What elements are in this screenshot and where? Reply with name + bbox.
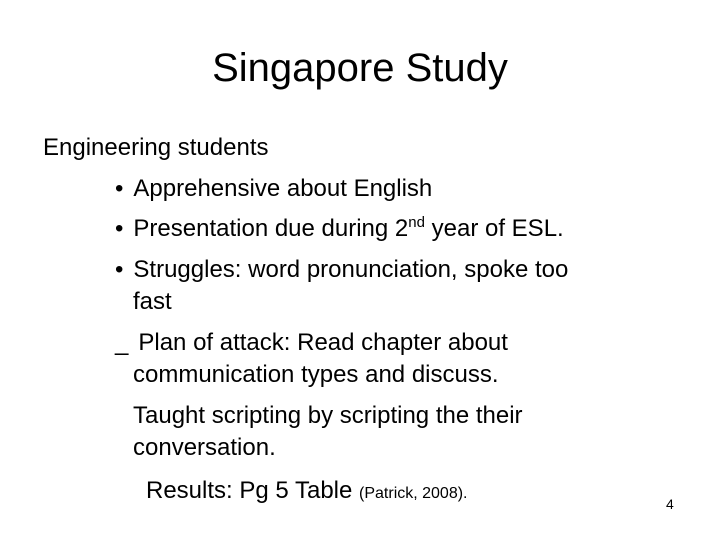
- slide-number: 4: [666, 496, 674, 512]
- scripting-text: Taught scripting by scripting the their: [133, 402, 523, 429]
- citation: (Patrick, 2008).: [359, 485, 468, 502]
- slide-title: Singapore Study: [212, 46, 508, 90]
- bullet-item: [115, 175, 432, 203]
- results-line: [146, 477, 468, 508]
- bullet-text-continued: year of ESL.: [424, 215, 564, 242]
- scripting-text-wrapped: conversation.: [133, 434, 276, 461]
- dash-marker: _: [115, 329, 129, 356]
- bullet-marker: •: [115, 215, 124, 242]
- bullet-text-wrapped: fast: [133, 288, 172, 315]
- plan-line: [115, 329, 508, 357]
- plan-text-wrapped: communication types and discuss.: [133, 361, 499, 388]
- section-heading: Engineering students: [43, 134, 269, 161]
- ordinal-superscript: nd: [408, 214, 425, 231]
- results-text: Results: Pg 5 Table: [146, 477, 360, 504]
- bullet-marker: •: [115, 175, 124, 202]
- bullet-item: [115, 256, 568, 284]
- bullet-text: Apprehensive about English: [133, 175, 433, 202]
- plan-text: Plan of attack: Read chapter about: [138, 329, 508, 356]
- bullet-text: Presentation due during 2: [133, 215, 409, 242]
- bullet-item: [115, 215, 564, 246]
- bullet-text: Struggles: word pronunciation, spoke too: [133, 256, 569, 283]
- bullet-marker: •: [115, 256, 124, 283]
